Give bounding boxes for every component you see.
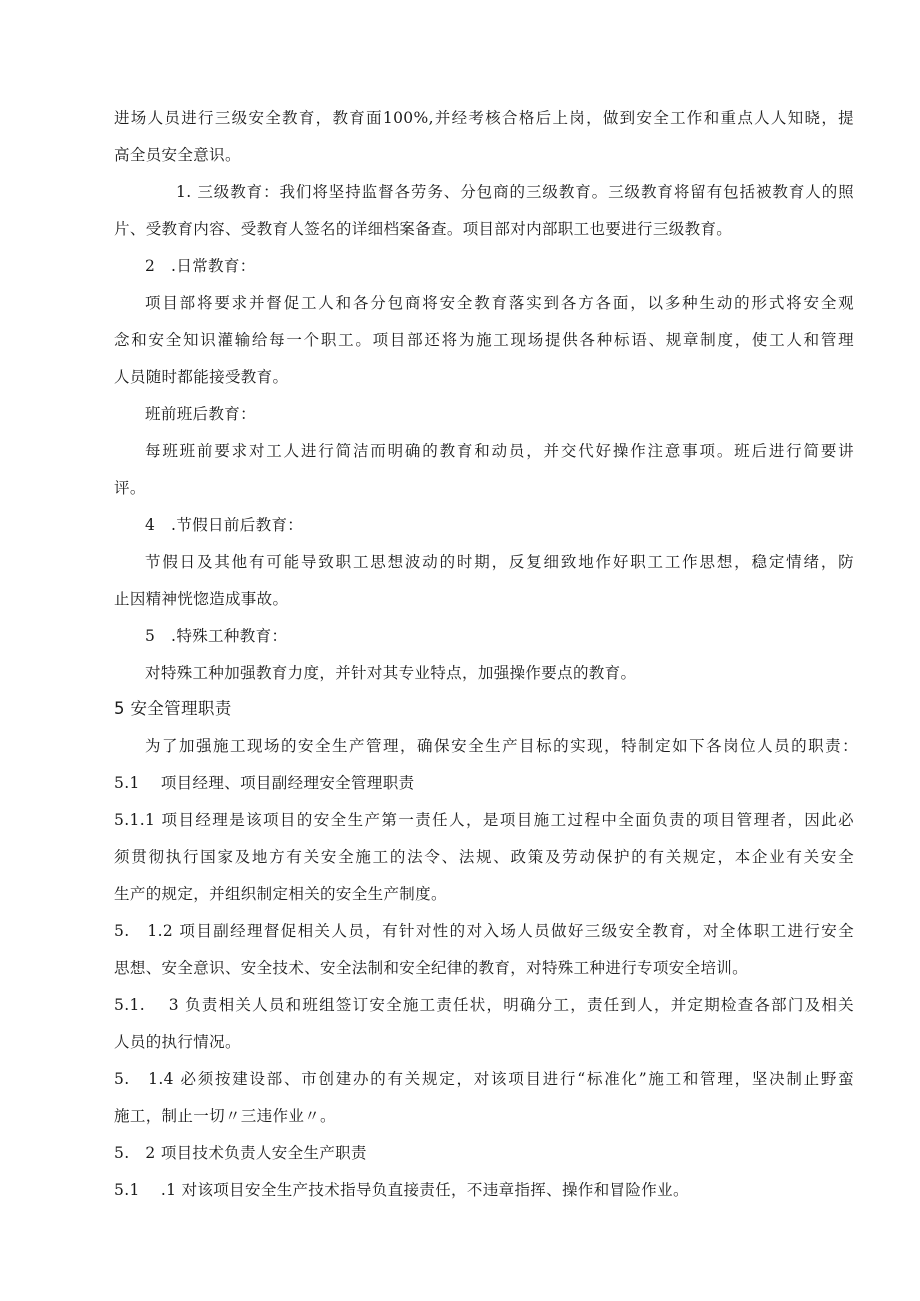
- paragraph-line: 节假日及其他有可能导致职工思想波动的时期，反复细致地作好职工工作思想，稳定情绪，防: [145, 553, 854, 571]
- paragraph-line: 片、受教育内容、受教育人签名的详细档案备查。项目部对内部职工也要进行三级教育。: [114, 220, 733, 238]
- paragraph-line: 施工，制止一切〃三违作业〃。: [114, 1107, 336, 1125]
- section-heading: 5 安全管理职责: [114, 699, 232, 718]
- paragraph-line: 项目部将要求并督促工人和各分包商将安全教育落实到各方各面，以多种生动的形式将安全观: [145, 294, 854, 312]
- paragraph-line: 5.1. 3 负责相关人员和班组签订安全施工责任状，明确分工，责任到人，并定期检查各部门及相关: [114, 996, 854, 1014]
- paragraph-line: 5. 1.4 必须按建设部、市创建办的有关规定，对该项目进行“标准化”施工和管理，坚决制止野蛮: [114, 1070, 854, 1088]
- paragraph-line: 评。: [114, 479, 146, 497]
- subheading: 班前班后教育：: [145, 405, 256, 423]
- paragraph-line: 进场人员进行三级安全教育，教育面100%,并经考核合格后上岗，做到安全工作和重点人人知晓，提: [114, 109, 854, 127]
- paragraph-line: 思想、安全意识、安全技术、安全法制和安全纪律的教育，对特殊工种进行专项安全培训。: [114, 959, 749, 977]
- subsection-heading: 5.1 项目经理、项目副经理安全管理职责: [114, 774, 415, 792]
- paragraph-line: 5.1 .1 对该项目安全生产技术指导负直接责任，不违章指挥、操作和冒险作业。: [114, 1181, 689, 1199]
- paragraph-line: 念和安全知识灌输给每一个职工。项目部还将为施工现场提供各种标语、规章制度，使工人和管理: [114, 331, 854, 349]
- paragraph-line: 每班班前要求对工人进行简洁而明确的教育和动员，并交代好操作注意事项。班后进行简要讲: [145, 442, 854, 460]
- paragraph-line: 为了加强施工现场的安全生产管理，确保安全生产目标的实现，特制定如下各岗位人员的职责：: [145, 737, 858, 755]
- paragraph-line: 止因精神恍惚造成事故。: [114, 590, 289, 608]
- paragraph-line: 人员随时都能接受教育。: [114, 368, 289, 386]
- paragraph-line: 人员的执行情况。: [114, 1033, 241, 1051]
- paragraph-line: 对特殊工种加强教育力度，并针对其专业特点，加强操作要点的教育。: [145, 664, 637, 682]
- paragraph-line: 须贯彻执行国家及地方有关安全施工的法令、法规、政策及劳动保护的有关规定，本企业有关安全: [114, 848, 854, 866]
- paragraph-line: 高全员安全意识。: [114, 146, 241, 164]
- paragraph-line: 5.1.1 项目经理是该项目的安全生产第一责任人，是项目施工过程中全面负责的项目管理者，因此必: [114, 811, 854, 829]
- subheading: 5 .特殊工种教育：: [145, 627, 288, 645]
- subheading: 4 .节假日前后教育：: [145, 516, 304, 534]
- paragraph-line: 生产的规定，并组织制定相关的安全生产制度。: [114, 885, 447, 903]
- paragraph-line: 5. 1.2 项目副经理督促相关人员，有针对性的对入场人员做好三级安全教育，对全体职工进行安全: [114, 922, 854, 940]
- list-item-line: 1. 三级教育：我们将坚持监督各劳务、分包商的三级教育。三级教育将留有包括被教育人的照: [176, 183, 854, 201]
- subsection-heading: 5. 2 项目技术负责人安全生产职责: [114, 1144, 367, 1162]
- subheading: 2 .日常教育：: [145, 257, 256, 275]
